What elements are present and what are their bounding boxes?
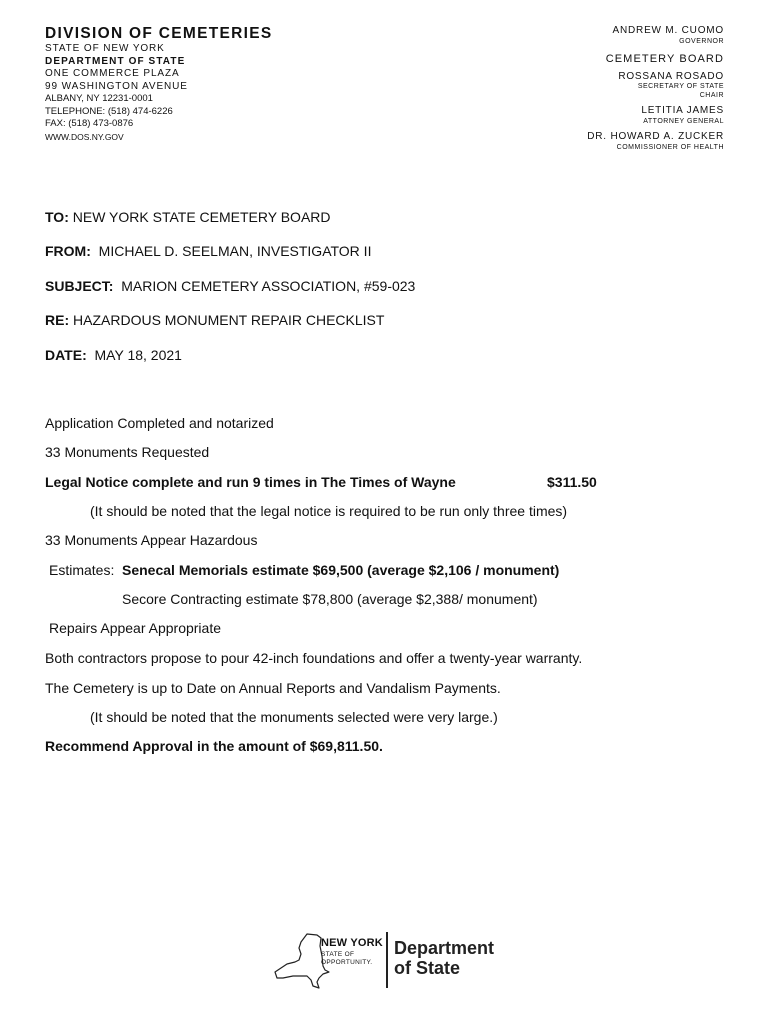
repairs-appropriate: Repairs Appear Appropriate [49,620,221,636]
memo-from: FROM: MICHAEL D. SEELMAN, INVESTIGATOR II [45,243,372,259]
department-name: DEPARTMENT OF STATE [45,56,186,67]
cemetery-board-label: CEMETERY BOARD [605,53,724,65]
state-name: STATE OF NEW YORK [45,43,165,54]
legal-notice-line: Legal Notice complete and run 9 times in The Times of Wayne [45,474,456,490]
governor-title: GOVERNOR [679,38,724,45]
chair-title-secretary: SECRETARY OF STATE [637,83,724,90]
memo-subject: SUBJECT: MARION CEMETERY ASSOCIATION, #59-023 [45,278,416,294]
monuments-requested: 33 Monuments Requested [45,444,210,460]
division-title: DIVISION OF CEMETERIES [45,25,273,42]
chair-name: ROSSANA ROSADO [618,71,724,82]
memo-date: DATE: MAY 18, 2021 [45,347,182,363]
logo-department-text: Department of State [394,938,495,978]
governor-name: ANDREW M. CUOMO [612,25,724,36]
chair-title-chair: CHAIR [699,92,724,99]
application-status: Application Completed and notarized [45,415,274,431]
health-commissioner-name: DR. HOWARD A. ZUCKER [587,131,724,142]
telephone: TELEPHONE: (518) 474-6226 [45,106,173,117]
address-line-2: 99 WASHINGTON AVENUE [45,81,188,92]
address-line-1: ONE COMMERCE PLAZA [45,68,180,79]
contractors-proposal: Both contractors propose to pour 42-inch foundations and offer a twenty-year warranty. [45,650,583,666]
estimates-label: Estimates: [49,562,115,578]
attorney-general-title: ATTORNEY GENERAL [643,118,724,125]
department-of-state-logo [273,932,503,992]
logo-opportunity-text: STATE OF OPPORTUNITY. [321,951,373,966]
health-commissioner-title: COMMISSIONER OF HEALTH [616,144,724,151]
estimate-secore: Secore Contracting estimate $78,800 (average $2,388/ monument) [122,591,538,607]
legal-notice-amount: $311.50 [547,474,597,490]
monuments-hazardous: 33 Monuments Appear Hazardous [45,532,258,548]
memo-re: RE: HAZARDOUS MONUMENT REPAIR CHECKLIST [45,312,385,328]
fax: FAX: (518) 473-0876 [45,118,134,129]
logo-new-york-text: NEW YORK [321,937,383,949]
annual-reports-status: The Cemetery is up to Date on Annual Reports and Vandalism Payments. [45,680,501,696]
estimate-senecal: Senecal Memorials estimate $69,500 (average $2,106 / monument) [122,562,560,578]
attorney-general-name: LETITIA JAMES [641,105,724,116]
website: WWW.DOS.NY.GOV [45,132,124,142]
memo-to: TO: NEW YORK STATE CEMETERY BOARD [45,209,331,225]
address-city: ALBANY, NY 12231-0001 [45,93,153,104]
recommendation: Recommend Approval in the amount of $69,811.50. [45,738,383,754]
monuments-size-note: (It should be noted that the monuments selected were very large.) [90,709,498,725]
legal-notice-note: (It should be noted that the legal notice is required to be run only three times) [90,503,568,519]
logo-divider [386,932,388,988]
